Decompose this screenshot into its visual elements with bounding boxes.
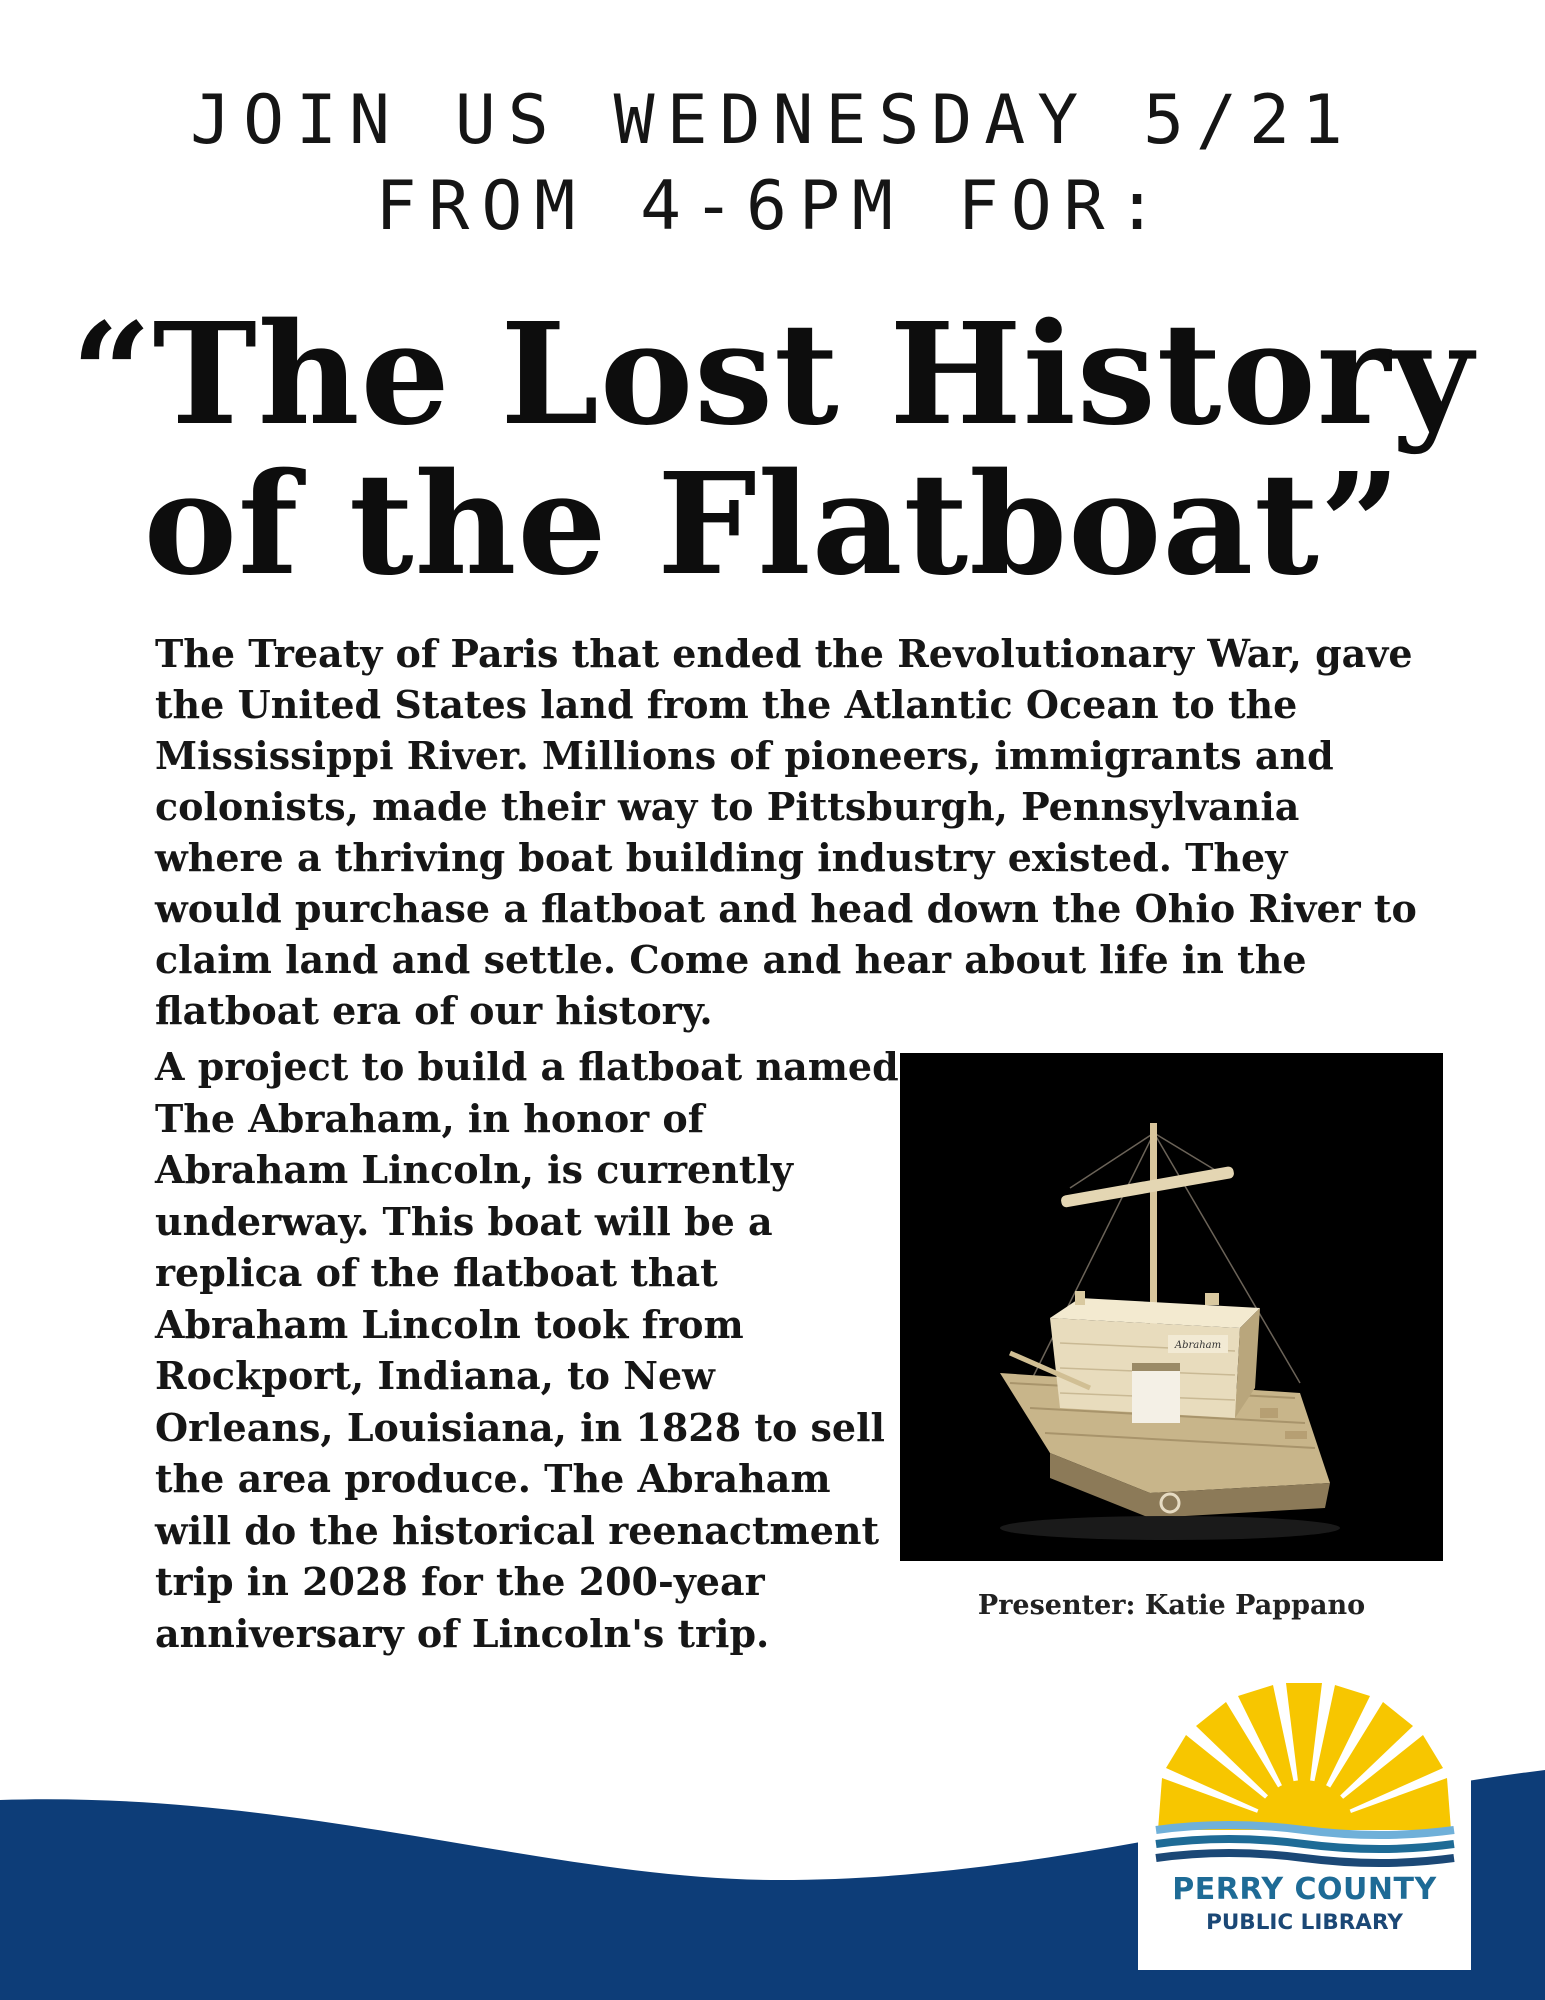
logo-name-line1: PERRY COUNTY bbox=[1172, 1872, 1437, 1907]
project-paragraph-block bbox=[155, 1041, 900, 1659]
event-date-line: JOIN US WEDNESDAY 5/21 bbox=[190, 81, 1355, 160]
boat-name-plate: Abraham bbox=[1174, 1340, 1222, 1351]
project-paragraph: A project to build a flatboat named The Abraham, in honor of Abraham Lincoln, is currently underway. This boat will be a replica of the flatboat that Abraham Lincoln took from Rockport, Indiana, to New Orleans, Louisiana, in 1828 to sell the area produce. The Abraham will do the historical reenactment trip in 2028 for the 200-year anniversary of Lincoln's trip. bbox=[155, 1044, 899, 1656]
event-title-line1: “The Lost History bbox=[71, 293, 1474, 457]
flatboat-model-illustration bbox=[900, 1053, 1443, 1561]
event-date-header bbox=[0, 78, 1545, 250]
library-logo bbox=[1138, 1680, 1471, 1970]
logo-name-line2: PUBLIC LIBRARY bbox=[1206, 1910, 1403, 1935]
presenter-caption: Presenter: Katie Pappano bbox=[977, 1590, 1366, 1621]
intro-paragraph: The Treaty of Paris that ended the Revolutionary War, gave the United States land from the Atlantic Ocean to the Mississippi River. Millions of pioneers, immigrants and colonists, made their way to Pittsburgh, Pennsylvania where a thriving boat building industry existed. They would purchase a flatboat and head down the Ohio River to claim land and settle. Come and hear about life in the flatboat era of our history. bbox=[155, 631, 1417, 1033]
intro-paragraph-block bbox=[155, 628, 1425, 1036]
event-time-line: FROM 4-6PM FOR: bbox=[375, 167, 1170, 246]
flatboat-model-photo bbox=[900, 1053, 1443, 1561]
sunburst-logo-icon bbox=[1138, 1680, 1471, 1870]
event-title bbox=[40, 293, 1505, 607]
event-title-line2: of the Flatboat” bbox=[143, 443, 1402, 607]
